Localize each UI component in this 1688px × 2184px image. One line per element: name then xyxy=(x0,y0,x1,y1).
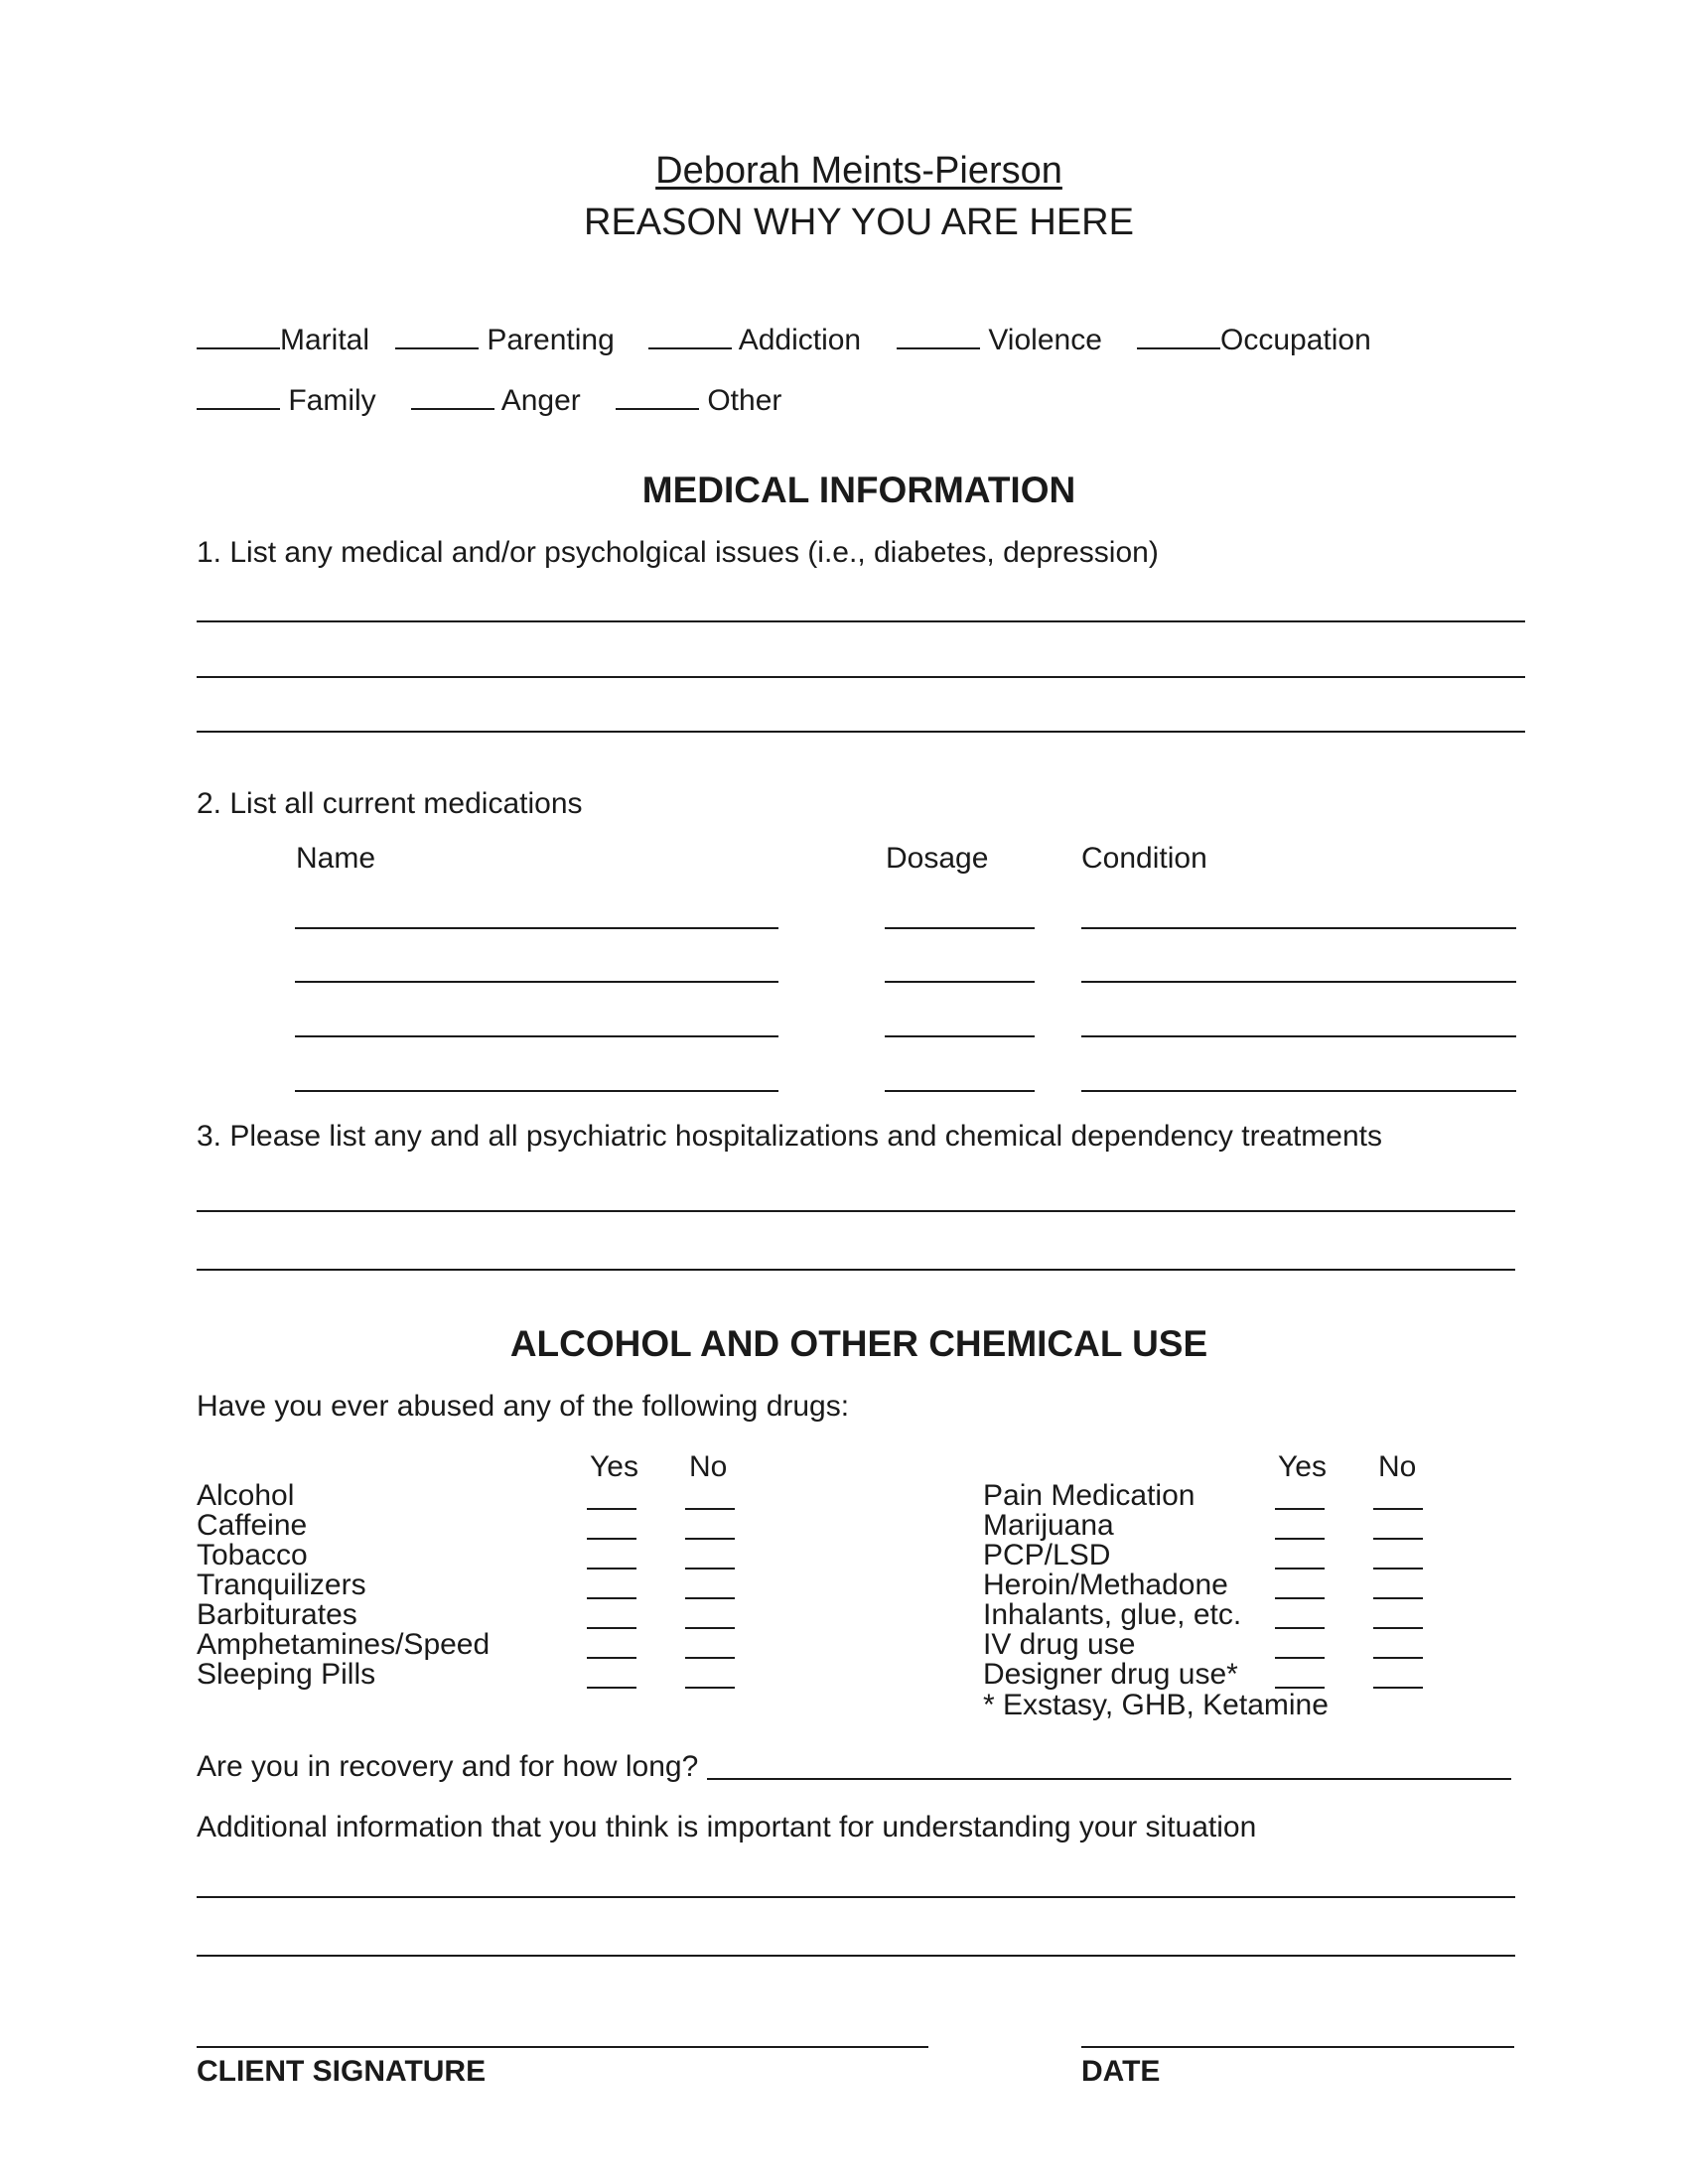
yes-blank[interactable] xyxy=(1275,1568,1325,1570)
no-blank[interactable] xyxy=(685,1627,735,1629)
drug-label: Sleeping Pills xyxy=(197,1658,376,1691)
question-2: 2. List all current medications xyxy=(197,787,583,820)
yes-header-left: Yes xyxy=(590,1450,638,1483)
column-condition: Condition xyxy=(1081,842,1207,875)
drug-label: Inhalants, glue, etc. xyxy=(983,1598,1242,1631)
yes-blank[interactable] xyxy=(587,1568,636,1570)
drug-label: Tobacco xyxy=(197,1539,308,1571)
no-blank[interactable] xyxy=(685,1568,735,1570)
drug-label: Heroin/Methadone xyxy=(983,1569,1228,1601)
medication-condition-line[interactable] xyxy=(1081,1035,1516,1037)
client-signature-line[interactable] xyxy=(197,2046,928,2048)
medication-dosage-line[interactable] xyxy=(885,1035,1035,1037)
no-blank[interactable] xyxy=(1373,1568,1423,1570)
reason-label: Anger xyxy=(500,384,581,417)
column-name: Name xyxy=(296,842,376,875)
recovery-question: Are you in recovery and for how long? xyxy=(197,1750,699,1783)
medication-dosage-line[interactable] xyxy=(885,1090,1035,1092)
drug-label: Marijuana xyxy=(983,1509,1114,1542)
drug-footnote: * Exstasy, GHB, Ketamine xyxy=(983,1689,1329,1721)
medication-name-line[interactable] xyxy=(295,927,778,929)
no-blank[interactable] xyxy=(1373,1657,1423,1659)
no-header-right: No xyxy=(1378,1450,1417,1483)
drug-label: Barbiturates xyxy=(197,1598,357,1631)
answer-line[interactable] xyxy=(197,620,1525,622)
yes-blank[interactable] xyxy=(1275,1538,1325,1540)
reason-blank[interactable] xyxy=(197,347,280,349)
yes-blank[interactable] xyxy=(587,1508,636,1510)
no-blank[interactable] xyxy=(1373,1508,1423,1510)
medication-name-line[interactable] xyxy=(295,1035,778,1037)
medication-condition-line[interactable] xyxy=(1081,1090,1516,1092)
no-header-left: No xyxy=(689,1450,728,1483)
medication-dosage-line[interactable] xyxy=(885,981,1035,983)
answer-line[interactable] xyxy=(197,1896,1515,1898)
client-signature-label: CLIENT SIGNATURE xyxy=(197,2055,487,2088)
reason-blank[interactable] xyxy=(411,408,494,410)
answer-line[interactable] xyxy=(197,1210,1515,1212)
answer-line[interactable] xyxy=(197,1269,1515,1271)
reason-occupation[interactable] xyxy=(1137,326,1371,355)
yes-blank[interactable] xyxy=(1275,1597,1325,1599)
answer-line[interactable] xyxy=(197,1955,1515,1957)
no-blank[interactable] xyxy=(1373,1597,1423,1599)
medication-condition-line[interactable] xyxy=(1081,927,1516,929)
yes-blank[interactable] xyxy=(587,1597,636,1599)
medical-section-title: MEDICAL INFORMATION xyxy=(641,470,1076,510)
answer-line[interactable] xyxy=(197,676,1525,678)
medication-name-line[interactable] xyxy=(295,1090,778,1092)
date-line[interactable] xyxy=(1081,2046,1514,2048)
reason-violence[interactable] xyxy=(897,326,1102,355)
medication-condition-line[interactable] xyxy=(1081,981,1516,983)
reason-marital[interactable] xyxy=(197,326,369,355)
column-dosage: Dosage xyxy=(886,842,989,875)
chemical-section-title: ALCOHOL AND OTHER CHEMICAL USE xyxy=(509,1323,1208,1364)
drug-label: Designer drug use* xyxy=(983,1658,1238,1691)
no-blank[interactable] xyxy=(685,1538,735,1540)
reason-family[interactable] xyxy=(197,386,376,416)
reason-label: Other xyxy=(707,384,782,417)
additional-info-prompt: Additional information that you think is important for understanding your situation xyxy=(197,1811,1257,1843)
reason-blank[interactable] xyxy=(395,347,479,349)
reason-label: Parenting xyxy=(487,324,615,356)
no-blank[interactable] xyxy=(685,1687,735,1689)
yes-blank[interactable] xyxy=(1275,1627,1325,1629)
reason-blank[interactable] xyxy=(648,347,732,349)
yes-blank[interactable] xyxy=(587,1538,636,1540)
form-title: REASON WHY YOU ARE HERE xyxy=(584,202,1134,243)
yes-blank[interactable] xyxy=(1275,1657,1325,1659)
no-blank[interactable] xyxy=(685,1657,735,1659)
no-blank[interactable] xyxy=(1373,1687,1423,1689)
reason-label: Violence xyxy=(988,324,1102,356)
reason-label: Occupation xyxy=(1220,324,1371,356)
reason-label: Family xyxy=(288,384,376,417)
reason-blank[interactable] xyxy=(197,408,280,410)
reason-anger[interactable] xyxy=(411,386,581,416)
answer-line[interactable] xyxy=(197,731,1525,733)
no-blank[interactable] xyxy=(685,1597,735,1599)
no-blank[interactable] xyxy=(1373,1538,1423,1540)
recovery-answer-line[interactable] xyxy=(707,1778,1511,1780)
reason-blank[interactable] xyxy=(1137,347,1220,349)
reason-other[interactable] xyxy=(616,386,781,416)
yes-blank[interactable] xyxy=(587,1687,636,1689)
yes-blank[interactable] xyxy=(587,1657,636,1659)
question-1: 1. List any medical and/or psycholgical issues (i.e., diabetes, depression) xyxy=(197,536,1159,569)
yes-header-right: Yes xyxy=(1278,1450,1327,1483)
no-blank[interactable] xyxy=(685,1508,735,1510)
reason-blank[interactable] xyxy=(616,408,699,410)
drug-label: PCP/LSD xyxy=(983,1539,1111,1571)
yes-blank[interactable] xyxy=(1275,1508,1325,1510)
drug-label: Tranquilizers xyxy=(197,1569,366,1601)
medication-dosage-line[interactable] xyxy=(885,927,1035,929)
form-provider-name: Deborah Meints-Pierson xyxy=(655,150,1062,192)
drug-label: Alcohol xyxy=(197,1479,295,1512)
drug-label: Pain Medication xyxy=(983,1479,1196,1512)
medication-name-line[interactable] xyxy=(295,981,778,983)
no-blank[interactable] xyxy=(1373,1627,1423,1629)
date-label: DATE xyxy=(1081,2055,1161,2088)
reason-label: Addiction xyxy=(738,324,862,356)
drug-label: Caffeine xyxy=(197,1509,308,1542)
reason-parenting[interactable] xyxy=(395,326,615,355)
yes-blank[interactable] xyxy=(587,1627,636,1629)
drug-label: Amphetamines/Speed xyxy=(197,1628,491,1661)
reason-addiction[interactable] xyxy=(648,326,861,355)
drug-prompt: Have you ever abused any of the following drugs: xyxy=(197,1390,850,1423)
reason-label: Marital xyxy=(280,324,370,356)
drug-label: IV drug use xyxy=(983,1628,1136,1661)
reason-blank[interactable] xyxy=(897,347,980,349)
question-3: 3. Please list any and all psychiatric hospitalizations and chemical dependency treatments xyxy=(197,1120,1382,1153)
